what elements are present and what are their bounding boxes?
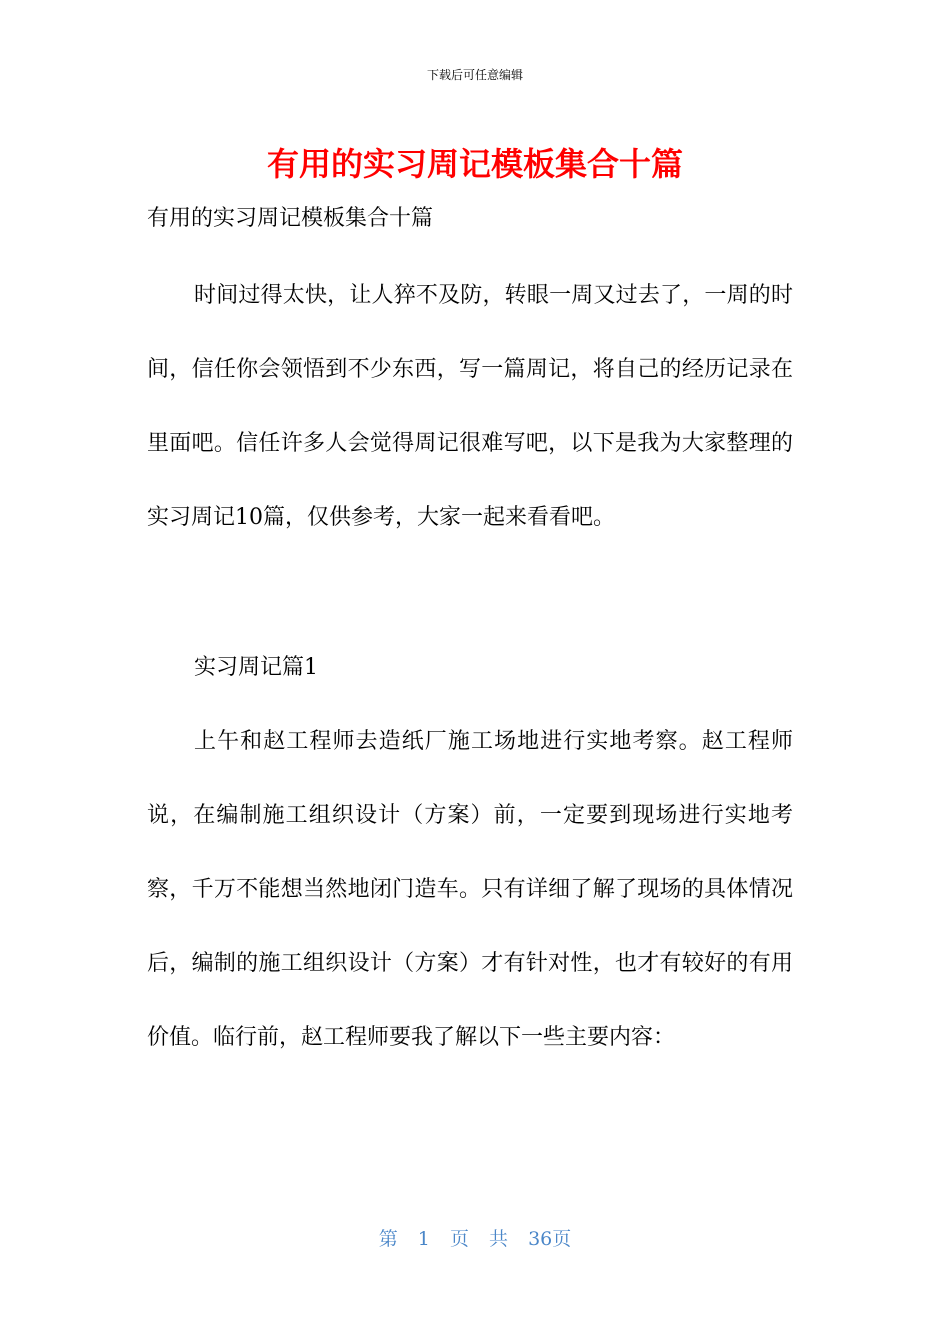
header-note: 下载后可任意编辑	[426, 68, 523, 82]
page-number: 1	[417, 1228, 430, 1250]
page-mid: 页	[449, 1228, 469, 1250]
document-title: 有用的实习周记模板集合十篇	[266, 145, 683, 183]
total-prefix: 共	[489, 1228, 509, 1250]
section-paragraph: 上午和赵工程师去造纸厂施工场地进行实地考察。赵工程师说，在编制施工组织设计（方案）前，一定要到现场进行实地考察，千万不能想当然地闭门造车。只有详细了解了现场的具体情况后，编制的施工组织设计（方案）才有针对性，也才有较好的有用价值。临行前，赵工程师要我了解以下一些主要内容：	[147, 729, 793, 1050]
intro-paragraph: 时间过得太快，让人猝不及防，转眼一周又过去了，一周的时间，信任你会领悟到不少东西，写一篇周记，将自己的经历记录在里面吧。信任许多人会觉得周记很难写吧，以下是我为大家整理的实习周记10篇，仅供参考，大家一起来看看吧。	[147, 283, 793, 530]
section-heading: 实习周记篇1	[194, 655, 318, 680]
page-number-footer	[0, 1226, 950, 1252]
page-prefix: 第	[378, 1228, 398, 1250]
total-pages: 36页	[528, 1228, 572, 1250]
document-subtitle: 有用的实习周记模板集合十篇	[147, 206, 434, 231]
